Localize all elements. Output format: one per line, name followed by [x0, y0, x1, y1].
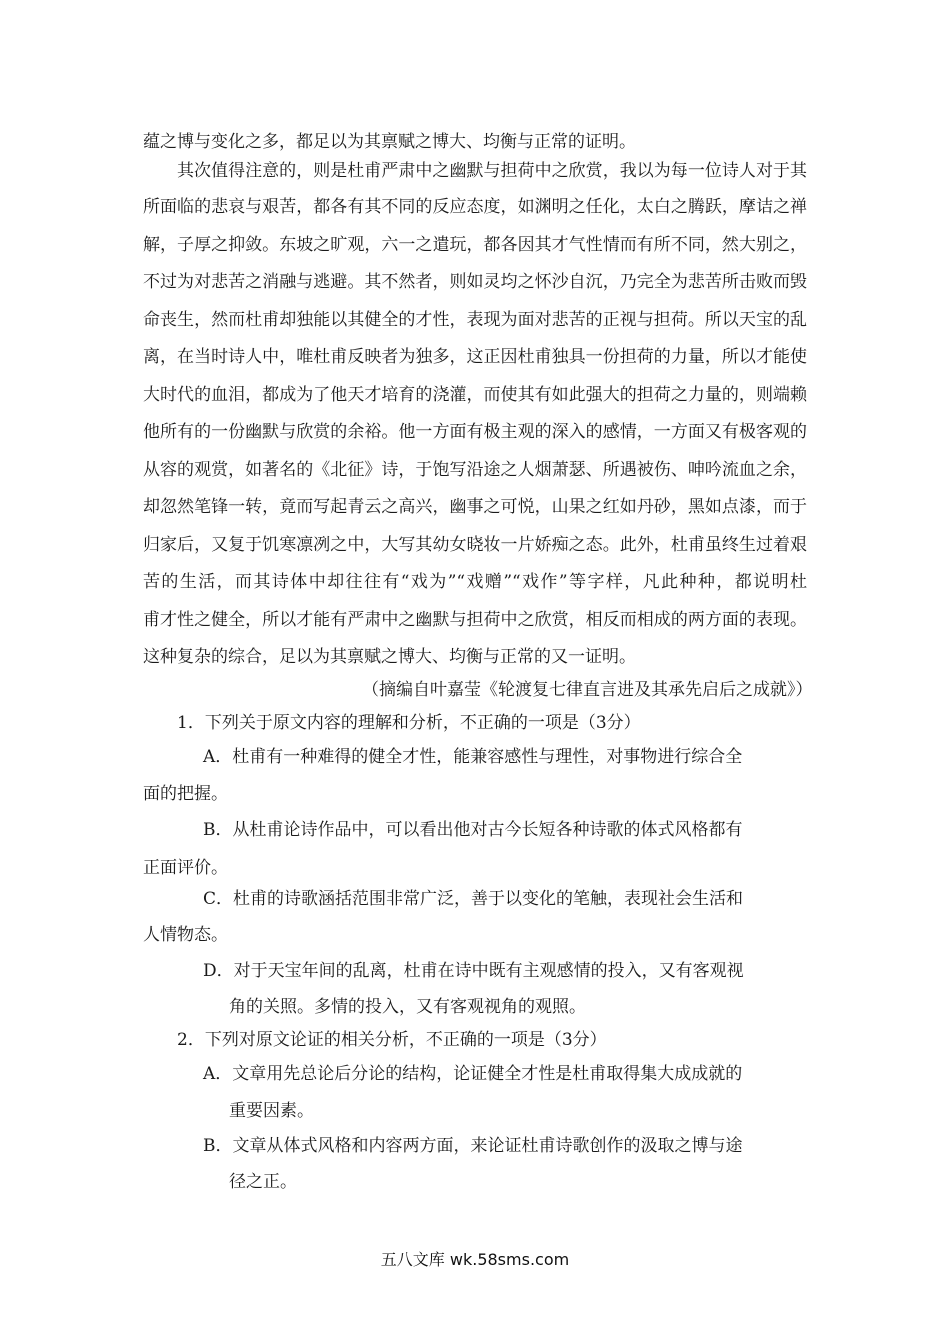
- passage-line: 归家后，又复于饥寒凛冽之中，大写其幼女晓妆一片娇痴之态。此外，杜甫虽终生过着艰: [143, 535, 807, 555]
- passage-line: 从容的观赏，如著名的《北征》诗，于饱写沿途之人烟萧瑟、所遇被伤、呻吟流血之余，: [143, 460, 807, 480]
- question-2-option-a: A．文章用先总论后分论的结构，论证健全才性是杜甫取得集大成成就的: [203, 1064, 743, 1084]
- question-1-option-d-cont: 角的关照。多情的投入，又有客观视角的观照。: [229, 997, 586, 1017]
- passage-source: （摘编自叶嘉莹《轮渡复七律直言进及其承先启后之成就》）: [362, 680, 813, 700]
- passage-line: 却忽然笔锋一转，竟而写起青云之高兴，幽事之可悦，山果之红如丹砂，黑如点漆，而于: [143, 497, 807, 517]
- passage-line: 甫才性之健全，所以才能有严肃中之幽默与担荷中之欣赏，相反而相成的两方面的表现。: [143, 610, 807, 630]
- passage-line: 这种复杂的综合，足以为其禀赋之博大、均衡与正常的又一证明。: [143, 647, 636, 667]
- question-1-option-b-cont: 正面评价。: [143, 858, 228, 878]
- passage-carry-over-line: 蕴之博与变化之多，都足以为其禀赋之博大、均衡与正常的证明。: [143, 132, 636, 152]
- passage-line: 解，子厚之抑敛。东坡之旷观，六一之遣玩，都各因其才气性情而有所不同，然大别之，: [143, 235, 807, 255]
- question-1-option-c: C．杜甫的诗歌涵括范围非常广泛，善于以变化的笔触，表现社会生活和: [203, 889, 744, 909]
- question-1-option-d: D．对于天宝年间的乱离，杜甫在诗中既有主观感情的投入，又有客观视: [203, 961, 744, 981]
- passage-line: 所面临的悲哀与艰苦，都各有其不同的反应态度，如渊明之任化，太白之腾跃，摩诘之禅: [143, 197, 807, 217]
- question-1-option-b: B．从杜甫论诗作品中，可以看出他对古今长短各种诗歌的体式风格都有: [203, 820, 743, 840]
- question-2-option-b-cont: 径之正。: [229, 1172, 297, 1192]
- question-2-option-b: B．文章从体式风格和内容两方面，来论证杜甫诗歌创作的汲取之博与途: [203, 1136, 743, 1156]
- question-1-option-a: A．杜甫有一种难得的健全才性，能兼容感性与理性，对事物进行综合全: [203, 747, 743, 767]
- passage-line: 不过为对悲苦之消融与逃避。其不然者，则如灵均之怀沙自沉，乃完全为悲苦所击败而毁: [143, 272, 807, 292]
- footer-watermark: 五八文库 wk.58sms.com: [380, 1250, 570, 1269]
- passage-line: 苦的生活，而其诗体中却往往有“戏为”“戏赠”“戏作”等字样，凡此种种，都说明杜: [143, 572, 807, 592]
- question-2-stem: 2．下列对原文论证的相关分析，不正确的一项是（3分）: [177, 1030, 607, 1050]
- passage-line: 命丧生，然而杜甫却独能以其健全的才性，表现为面对悲苦的正视与担荷。所以天宝的乱: [143, 310, 807, 330]
- passage-line: 大时代的血泪，都成为了他天才培育的浇灌，而使其有如此强大的担荷之力量的，则端赖: [143, 385, 807, 405]
- passage-line: 他所有的一份幽默与欣赏的余裕。他一方面有极主观的深入的感情，一方面又有极客观的: [143, 422, 807, 442]
- passage-line: 其次值得注意的，则是杜甫严肃中之幽默与担荷中之欣赏，我以为每一位诗人对于其: [177, 161, 807, 181]
- question-1-option-c-cont: 人情物态。: [143, 925, 228, 945]
- question-1-option-a-cont: 面的把握。: [143, 784, 228, 804]
- question-2-option-a-cont: 重要因素。: [229, 1101, 314, 1121]
- question-1-stem: 1．下列关于原文内容的理解和分析，不正确的一项是（3分）: [177, 713, 641, 733]
- passage-line: 离，在当时诗人中，唯杜甫反映者为独多，这正因杜甫独具一份担荷的力量，所以才能使: [143, 347, 807, 367]
